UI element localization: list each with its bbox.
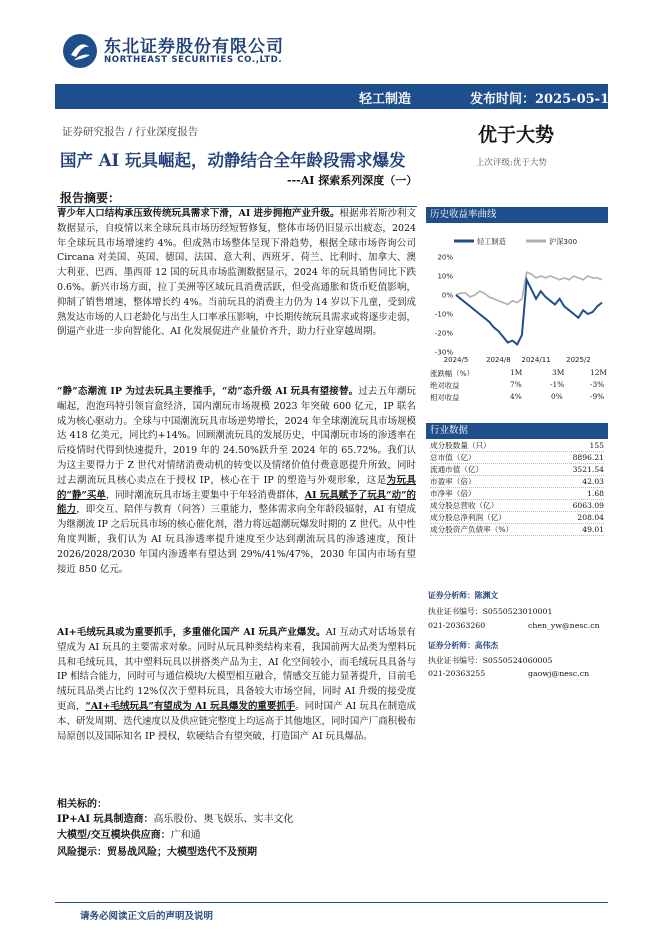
industry-label: 轻工制造 xyxy=(359,92,412,107)
company-name-en: NORTHEAST SECURITIES CO.,LTD. xyxy=(104,55,283,65)
x-tick-label: 2024/11 xyxy=(521,356,551,364)
targets-label: 相关标的： xyxy=(57,799,107,810)
previous-rating: 上次评级:优于大势 xyxy=(476,158,547,168)
analyst-2-title: 证券分析师：高伟杰 xyxy=(428,641,499,650)
analyst-2-email[interactable]: gaowj@nesc.cn xyxy=(528,669,590,678)
report-title: 国产 AI 玩具崛起，动静结合全年龄段需求爆发 xyxy=(60,151,406,170)
paragraph-1-body: 根据弗若斯沙利文数据显示，自疫情以来全球玩具市场历经短暂修复，整体市场仍旧显示出疲态，2024 年全球玩具市场增速约 4%。但成熟市场整体呈现下滑趋势，根据全球市场咨询公司 Circana 对美国、英国、德国、法国、意大利、西班牙、荷兰、比利时、加拿大、澳大利亚、巴西、墨西哥 12 国的玩具市场监测数据显示，2024 年的玩具销售同比下跌 0.6%。新兴市场方面，拉丁美洲等区域玩具消费活跃，但受高通胀和货币贬值影响，抑制了销售增速，整体增长约 4%。当前玩具的消费主力仍为 14 岁以下儿童，受到成熟发达市场的人口老龄化与出生人口率承压影响，中长期传统玩具需求或将逐步走弱，倒逼产业进一步向智能化、AI 化发展促进产业量价齐升，助力行业穿越周期。 xyxy=(57,208,416,338)
returns-row-label: 绝对收益 xyxy=(430,381,460,390)
returns-cell: 7% xyxy=(510,380,522,389)
returns-header-1m: 1M xyxy=(510,368,523,377)
risk-warning: 风险提示：贸易战风险；大模型迭代不及预期 xyxy=(57,847,257,858)
summary-label: 报告摘要： xyxy=(60,191,121,205)
company-name-cn: 东北证券股份有限公司 xyxy=(104,37,284,57)
company-logo-icon xyxy=(62,33,98,69)
legend-label-index: 沪深300 xyxy=(549,237,578,246)
publish-date: 发布时间：2025-05-15 xyxy=(470,92,619,107)
x-tick-label: 2024/5 xyxy=(443,356,469,364)
paragraph-3-bold: “AI+毛绒玩具”有望成为 AI 玩具爆发的重要抓手 xyxy=(85,700,296,712)
x-tick-label: 2025/2 xyxy=(566,356,591,364)
y-tick-label: -20% xyxy=(434,329,453,338)
paragraph-2-body-b: ，同时潮流玩具市场主要集中于年轻消费群体， xyxy=(105,489,305,501)
industry-row: 成分股资产负债率（%） 49.01 xyxy=(430,524,604,536)
industry-row: 成分股数量（只） 155 xyxy=(430,440,604,452)
returns-header-12m: 12M xyxy=(590,368,607,377)
targets-row-2: 大模型/交互模块供应商：广和通 xyxy=(57,830,201,841)
paragraph-2-lead: “静”态潮流 IP 为过去玩具主要推手，“动”态升级 AI 玩具有望接替。 xyxy=(57,386,359,397)
y-tick-label: 20% xyxy=(437,253,453,262)
analyst-1-email[interactable]: chen_yw@nesc.cn xyxy=(528,621,600,630)
paragraph-1 xyxy=(57,207,416,340)
report-subtitle: ---AI 探索系列深度（一） xyxy=(287,174,418,187)
y-tick-label: 10% xyxy=(437,272,453,281)
chart-section-header: 历史收益率曲线 xyxy=(426,207,608,223)
paragraph-3-body-a: AI 互动式对话场景有望成为 AI 玩具的主要需求对象。同时从玩具种类结构来看，我国前两大品类为塑料玩具和毛绒玩具，其中塑料玩具以拼搭类产品为主，AI 化空间较小，而毛绒玩具具备与 IP 相结合能力，同时可与通信模块/大模型相互融合，情感交互能力显著提升，目前毛绒玩具品类占比约 12%仅次于塑料玩具，具备较大市场空间，同时 AI 升级的接受度更高， xyxy=(57,627,416,712)
y-tick-label: -30% xyxy=(434,348,453,357)
breadcrumb: 证券研究报告 / 行业深度报告 xyxy=(62,126,199,138)
footer-disclaimer[interactable]: 请务必阅读正文后的声明及说明 xyxy=(80,911,214,922)
returns-header-label: 涨跌幅（%） xyxy=(430,369,474,378)
return-chart xyxy=(426,225,608,365)
industry-row: 流通市值（亿） 3521.54 xyxy=(430,464,604,476)
paragraph-3-body-b: 。同时国产 AI 玩具在制造成本、研发周期、迭代速度以及供应链完整度上均远高于其他地区，同时国产厂商积极布局原创以及国际知名 IP 授权，软硬结合有望突破，打造国产 AI 玩具爆品。 xyxy=(57,700,416,742)
industry-data-header: 行业数据 xyxy=(426,423,608,439)
returns-row-label: 相对收益 xyxy=(430,393,460,402)
analyst-2-phone: 021-20363255 xyxy=(428,669,486,678)
analyst-1-phone: 021-20363260 xyxy=(428,621,486,630)
analyst-1-license: 执业证书编号：S0550523010001 xyxy=(428,607,553,616)
rating: 优于大势 xyxy=(478,124,555,146)
returns-cell: 4% xyxy=(510,392,522,401)
x-tick-label: 2024/8 xyxy=(486,356,511,364)
paragraph-2-bold-1: 为玩具的“静”买单 xyxy=(57,474,416,501)
industry-row: 总市值（亿） 8896.21 xyxy=(430,452,604,464)
industry-row: 市盈率（倍） 42.03 xyxy=(430,476,604,488)
returns-cell: -1% xyxy=(550,380,565,389)
series-line-index xyxy=(456,272,602,304)
paragraph-2-body-a: 过去五年潮玩崛起，泡泡玛特引领盲盒经济，国内潮玩市场规模 2023 年突破 600 亿元，IP 联名成为核心驱动力。全球与中国潮流玩具市场逆势增长，2024 年全球潮流玩具市场规模达 418 亿美元，同比约+14%。回顾潮流玩具的发展历史，中国潮玩市场的渗透率在后疫情时代得到快速提升，2019 年的 24.50%跃升至 2024 年的 65.72%。我们认为这主要得力于 Z 世代对情绪消费动机的转变以及情绪价值付费意愿提升所致，同时过去潮流玩具核心卖点在于授权 IP，核心在于 IP 的塑造与外观形象，这是 xyxy=(57,386,416,486)
paragraph-3-lead: AI+毛绒玩具或为重要抓手，多重催化国产 AI 玩具产业爆发。 xyxy=(57,627,326,638)
returns-header-3m: 3M xyxy=(552,368,565,377)
footer-divider xyxy=(55,902,608,903)
y-tick-label: -10% xyxy=(434,310,453,319)
legend-label-industry: 轻工制造 xyxy=(477,237,506,246)
paragraph-2-bold-2: AI 玩具赋予了玩具“动”的能力 xyxy=(57,489,416,516)
industry-row: 成分股总净利润（亿） 208.04 xyxy=(430,512,604,524)
series-line-industry xyxy=(456,280,602,345)
returns-cell: -9% xyxy=(590,392,605,401)
paragraph-3 xyxy=(57,626,416,744)
paragraph-2 xyxy=(57,385,416,577)
analyst-1-title: 证券分析师：陈渊文 xyxy=(428,591,499,600)
y-tick-label: 0% xyxy=(441,291,453,300)
paragraph-2-body-c: ，即交互、陪伴与教育（问答）三重能力，整体需求向全年龄段辐射，AI 有望成为继潮流 IP 之后玩具市场的核心催化剂，潜力将远超潮玩爆发时期的 Z 世代。从中性角度判断，我们认为 AI 玩具渗透率提升速度至少达到潮流玩具的渗透速度，预计 2026/2028/2030 年国内渗透率有望达到 29%/41%/47%，2030 年国内市场有望接近 850 亿元。 xyxy=(57,504,416,575)
industry-row: 成分股总营收（亿） 6063.09 xyxy=(430,500,604,512)
targets-row-1: IP+AI 玩具制造商：高乐股份、奥飞娱乐、实丰文化 xyxy=(57,814,294,825)
paragraph-1-lead: 青少年人口结构承压致传统玩具需求下滑，AI 进步拥抱产业升级。 xyxy=(57,208,340,219)
returns-cell: 0% xyxy=(551,392,563,401)
industry-row: 市净率（倍） 1.68 xyxy=(430,488,604,500)
analyst-2-license: 执业证书编号：S0550524060005 xyxy=(428,656,553,665)
returns-cell: -3% xyxy=(590,380,605,389)
